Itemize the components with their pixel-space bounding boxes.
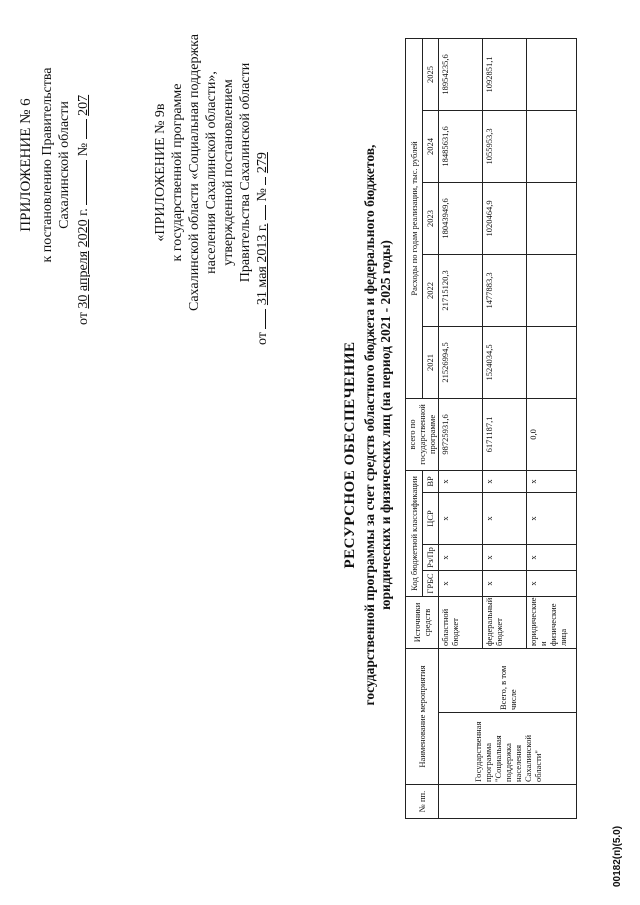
year-2022-cell: 21715120,3 [439, 254, 483, 326]
appendix-9v-line2: Сахалинской области «Социальная поддержка [187, 34, 202, 311]
csr-cell: х [439, 492, 483, 544]
appendix-6-date-prefix: от [76, 312, 91, 325]
header-code-group: Код бюджетной классификации [406, 470, 423, 596]
appendix-6-number-prefix: № [76, 142, 91, 157]
appendix-9v-date-line [254, 0, 271, 345]
document-subtitle [362, 45, 394, 805]
year-2025-cell: 1092851,1 [483, 38, 527, 110]
rzpr-cell: х [439, 544, 483, 570]
csr-cell: х [527, 492, 577, 544]
year-2025-cell: 18954235,6 [439, 38, 483, 110]
document-subtitle-line2: юридических и физических лиц (на период 2021 - 2025 годы) [378, 240, 393, 610]
header-csr: ЦСР [422, 492, 439, 544]
total-cell: 6171187,1 [483, 398, 527, 470]
header-source: Источники средств [406, 596, 439, 648]
appendix-9v-header [152, 0, 271, 345]
appendix-6-line2: Сахалинской области [57, 101, 72, 229]
appendix-6-number: 207 [76, 94, 91, 116]
appendix-9v-date-prefix: от [255, 332, 270, 345]
source-cell: федеральный бюджет [483, 596, 527, 648]
appendix-9v-line1: к государственной программе [170, 83, 185, 262]
appendix-9v-number-prefix: № [255, 188, 270, 202]
footer-code: 00182(п)(5.0) [612, 825, 623, 887]
appendix-9v-line3: населения Сахалинской области», [204, 71, 219, 274]
appendix-6-date-line [75, 5, 92, 325]
year-2024-cell: 18485631,6 [439, 110, 483, 182]
year-2023-cell [527, 182, 577, 254]
header-2023: 2023 [422, 182, 439, 254]
vr-cell: х [439, 470, 483, 492]
header-2021: 2021 [422, 326, 439, 398]
year-2022-cell: 1477883,3 [483, 254, 527, 326]
appendix-6-date-month: апреля [76, 250, 91, 292]
resource-table [405, 38, 577, 819]
header-num: № пп. [406, 785, 439, 819]
grbs-cell: х [527, 570, 577, 596]
document-title: РЕСУРСНОЕ ОБЕСПЕЧЕНИЕ [342, 341, 358, 569]
source-cell: юридические и физические лица [527, 596, 577, 648]
header-grbs: ГРБС [422, 570, 439, 596]
rzpr-cell: х [483, 544, 527, 570]
header-2022: 2022 [422, 254, 439, 326]
year-2021-cell [527, 326, 577, 398]
header-total: всего по государственной программе [406, 398, 439, 470]
header-name: Наименование мероприятия [406, 648, 439, 784]
row-num-cell [439, 785, 577, 819]
year-2022-cell [527, 254, 577, 326]
appendix-6-title: ПРИЛОЖЕНИЕ № 6 [18, 98, 34, 232]
source-cell: областной бюджет [439, 596, 483, 648]
header-2024: 2024 [422, 110, 439, 182]
document-subtitle-line1: государственной программы за счет средств областного бюджета и федерального бюджетов, [362, 144, 377, 706]
year-2025-cell [527, 38, 577, 110]
appendix-9v-title: «ПРИЛОЖЕНИЕ № 9в [153, 103, 168, 242]
year-2024-cell [527, 110, 577, 182]
header-rzpr: Рз/Пр [422, 544, 439, 570]
header-years-group: Расходы по годам реализации, тыс. рублей [406, 38, 423, 398]
table-row [439, 38, 483, 818]
rzpr-cell: х [527, 544, 577, 570]
year-2021-cell: 21526994,5 [439, 326, 483, 398]
year-2021-cell: 1524034,5 [483, 326, 527, 398]
total-cell: 0,0 [527, 398, 577, 470]
total-cell: 98725931,6 [439, 398, 483, 470]
total-label-cell: Всего, в том числе [439, 648, 577, 712]
year-2023-cell: 18043949,6 [439, 182, 483, 254]
appendix-6-line1: к постановлению Правительства [40, 67, 55, 263]
header-2025: 2025 [422, 38, 439, 110]
table-header-row-1 [406, 38, 423, 818]
appendix-9v-line5: Правительства Сахалинской области [238, 62, 253, 283]
appendix-9v-number: 279 [255, 152, 270, 174]
appendix-6-date-suffix: г. [76, 208, 91, 216]
header-vr: ВР [422, 470, 439, 492]
appendix-9v-line4: утвержденной постановлением [221, 79, 236, 266]
year-2024-cell: 1055953,3 [483, 110, 527, 182]
vr-cell: х [527, 470, 577, 492]
appendix-6-date-day: 30 [76, 294, 91, 309]
grbs-cell: х [483, 570, 527, 596]
vr-cell: х [483, 470, 527, 492]
appendix-6-date-year: 2020 [76, 219, 91, 248]
appendix-6-header [18, 5, 92, 325]
year-2023-cell: 1020464,9 [483, 182, 527, 254]
grbs-cell: х [439, 570, 483, 596]
csr-cell: х [483, 492, 527, 544]
program-name-cell: Государственная программа "Социальная поддержка населения Сахалинской области" [439, 713, 577, 785]
appendix-9v-date: 31 мая 2013 г. [255, 223, 270, 306]
